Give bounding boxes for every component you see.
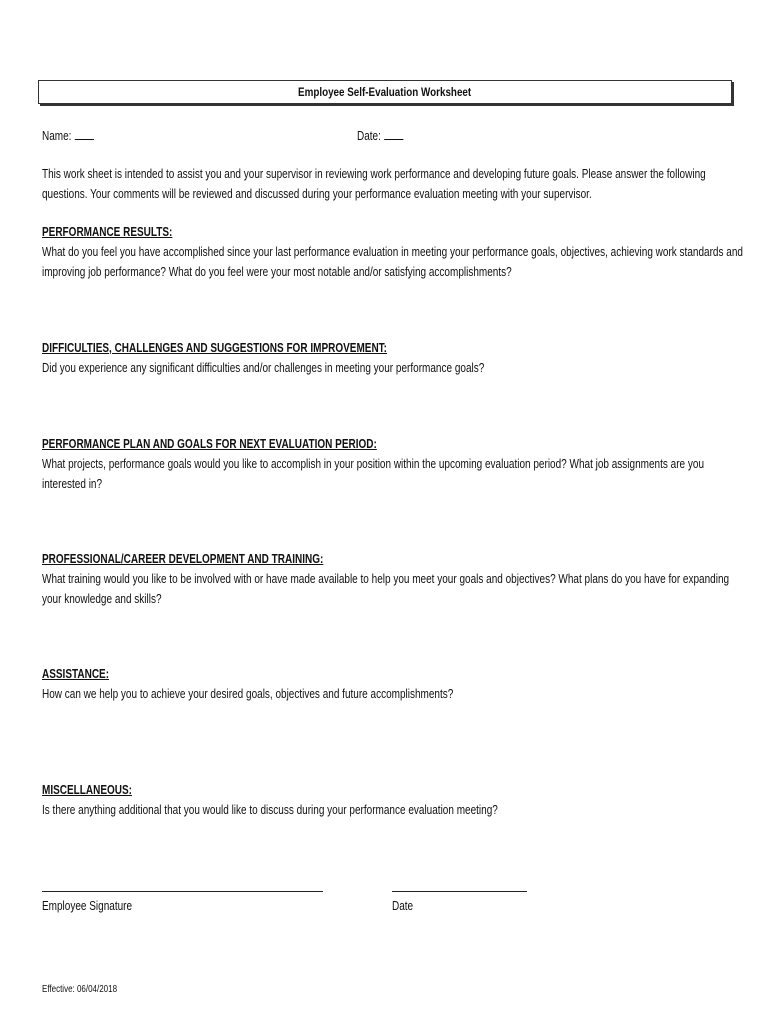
section-question-line: Did you experience any significant difficulties and/or challenges in meeting your performance goals? bbox=[42, 361, 485, 375]
date-field[interactable] bbox=[357, 126, 403, 146]
intro-line-2: questions. Your comments will be reviewed and discussed during your performance evaluation meeting with your supervisor. bbox=[42, 187, 592, 201]
section-heading: ASSISTANCE: bbox=[42, 667, 110, 681]
section-question-line: How can we help you to achieve your desired goals, objectives and future accomplishments? bbox=[42, 687, 454, 701]
intro-paragraph bbox=[42, 164, 730, 204]
section-heading: PERFORMANCE RESULTS: bbox=[42, 225, 173, 239]
name-blank[interactable] bbox=[75, 128, 94, 140]
section-question-line: What do you feel you have accomplished since your last performance evaluation in meeting your performance goals, objectives, achieving work standards and bbox=[42, 245, 743, 259]
section-performance-results bbox=[42, 222, 746, 282]
section-professional-development bbox=[42, 549, 746, 609]
section-performance-plan bbox=[42, 434, 746, 494]
date-blank[interactable] bbox=[384, 128, 403, 140]
effective-date: Effective: 06/04/2018 bbox=[42, 984, 118, 995]
title-box bbox=[38, 80, 732, 104]
section-question-line: improving job performance? What do you feel were your most notable and/or satisfying accomplishments? bbox=[42, 265, 512, 279]
employee-signature-label: Employee Signature bbox=[42, 899, 133, 913]
section-heading: MISCELLANEOUS: bbox=[42, 783, 132, 797]
section-difficulties bbox=[42, 338, 746, 378]
signature-date-label: Date bbox=[392, 899, 414, 913]
section-question-line: interested in? bbox=[42, 477, 103, 491]
section-heading: PERFORMANCE PLAN AND GOALS FOR NEXT EVALUATION PERIOD: bbox=[42, 437, 377, 451]
page-title: Employee Self-Evaluation Worksheet bbox=[298, 85, 472, 99]
employee-signature-line[interactable] bbox=[42, 891, 323, 892]
name-field[interactable] bbox=[42, 126, 94, 146]
name-label: Name: bbox=[42, 129, 72, 143]
section-question-line: What projects, performance goals would you like to accomplish in your position within the upcoming evaluation period? What job assignments are you bbox=[42, 457, 705, 471]
section-miscellaneous bbox=[42, 780, 746, 820]
section-question-line: What training would you like to be involved with or have made available to help you meet your goals and objectives? What plans do you have for expanding bbox=[42, 572, 730, 586]
section-assistance bbox=[42, 664, 746, 704]
section-question-line: Is there anything additional that you would like to discuss during your performance evaluation meeting? bbox=[42, 803, 498, 817]
section-heading: PROFESSIONAL/CAREER DEVELOPMENT AND TRAINING: bbox=[42, 552, 324, 566]
section-question-line: your knowledge and skills? bbox=[42, 592, 162, 606]
section-heading: DIFFICULTIES, CHALLENGES AND SUGGESTIONS FOR IMPROVEMENT: bbox=[42, 341, 388, 355]
signature-date-line[interactable] bbox=[392, 891, 527, 892]
date-label: Date: bbox=[357, 129, 381, 143]
intro-line-1: This work sheet is intended to assist you and your supervisor in reviewing work performance and developing future goals. Please answer the following bbox=[42, 167, 706, 181]
